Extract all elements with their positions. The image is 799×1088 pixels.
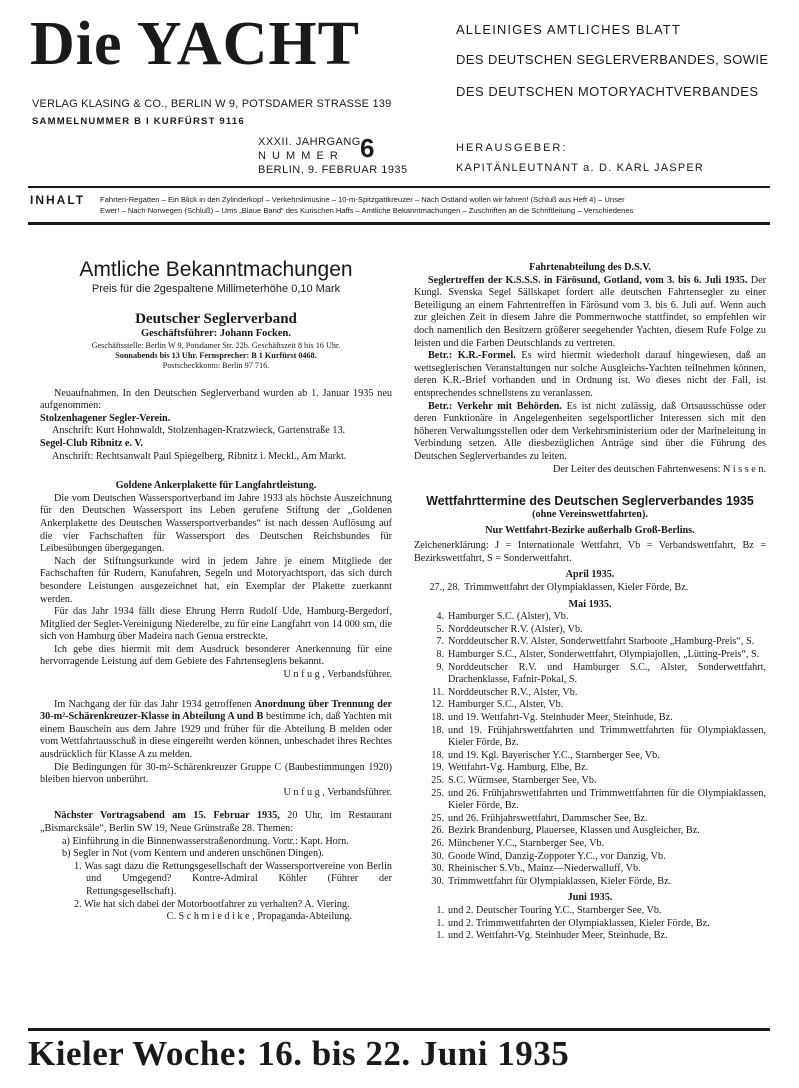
- race-row: [414, 762, 766, 775]
- anker-paragraph-2: Nach der Stiftungsurkunde wird in jedem Jahre je einem Mitgliede der Fachschaften für Rudern, Kanufahren, Segeln und Motoryachtsport, das sich durch besondere Leistungen ausgezeichnet hat, ein Exemplar der Plakette zuerkannt werden.: [40, 555, 392, 605]
- club-2-name: Segel-Club Ribnitz e. V.: [40, 437, 143, 449]
- amtliche-heading: Amtliche Bekanntmachungen: [79, 258, 353, 281]
- race-description: Münchener Y.C., Starnberger See, Vb.: [448, 837, 605, 849]
- race-row: [414, 699, 766, 712]
- editor-name: KAPITÄNLEUTNANT a. D. KARL JASPER: [456, 162, 705, 174]
- race-row: [414, 825, 766, 838]
- race-description: Trimmwettfahrt der Olympiaklassen, Kieler Förde, Bz.: [464, 582, 689, 594]
- issue-number: 6: [360, 133, 375, 163]
- footer-banner: Kieler Woche: 16. bis 22. Juni 1935: [28, 1034, 570, 1073]
- vortrag-rest: 20 Uhr, im Restaurant „Bismarcksäle“, Berlin SW 19, Neue Grünstraße 28. Themen:: [40, 810, 392, 834]
- race-description: und 19. Wettfahrt-Vg. Steinhuder Meer, Steinhude, Bz.: [448, 712, 673, 723]
- official-line-3: DES DEUTSCHEN MOTORYACHTVERBANDES: [456, 84, 759, 99]
- mai-list: [414, 611, 766, 888]
- publisher-line: VERLAG KLASING & CO., BERLIN W 9, POTSDAMER STRASSE 139: [32, 98, 392, 110]
- april-label: April 1935.: [565, 569, 615, 581]
- theme-b-2: 2. Wie hat sich dabei der Motorbootfahrer zu verhalten? A. Viering.: [74, 898, 350, 910]
- race-description: Norddeutscher R.V. und Hamburger S.C., Alster, Sonderwettfahrt, Drachenklasse, Fafnir-Pokal, S.: [448, 661, 766, 686]
- mai-label: Mai 1935.: [568, 598, 612, 610]
- vortrag-bold: Nächster Vortragsabend am 15. Februar 1935,: [54, 810, 280, 822]
- kr-bold: Betr.: K.R.-Formel.: [428, 350, 516, 362]
- juni-label: Juni 1935.: [567, 892, 613, 904]
- anker-paragraph-4: Ich gebe dies hiermit mit dem Ausdruck besonderer Anerkennung für eine hervorragende Leistung auf dem Gebiete des Fahrtenseglens bekannt.: [40, 643, 392, 668]
- race-date: 11.: [431, 686, 444, 698]
- race-row: [414, 930, 766, 943]
- race-row: [414, 838, 766, 851]
- race-description: Hamburger S.C., Alster, Sonderwettfahrt, Olympiajollen, „Lütting-Preis“, S.: [448, 649, 760, 661]
- race-date: 25.: [431, 787, 444, 799]
- race-date: 1.: [436, 930, 444, 942]
- trennung-signature: U n f u g , Verbandsführer.: [283, 786, 392, 798]
- race-date: 18.: [431, 724, 444, 736]
- race-description: Hamburger S.C. (Alster), Vb.: [448, 611, 569, 623]
- race-row: [414, 624, 766, 637]
- theme-signature: C. S c h m i e d i k e , Propaganda-Abteilung.: [166, 911, 352, 923]
- managing-director: Geschäftsführer: Johann Focken.: [140, 328, 291, 339]
- phone-line: SAMMELNUMMER B I KURFÜRST 9116: [32, 116, 245, 127]
- inhalt-label: INHALT: [30, 193, 86, 207]
- vortrag-paragraph: [40, 810, 392, 835]
- race-date: 4.: [436, 611, 444, 623]
- race-row: [414, 918, 766, 931]
- race-row: [414, 788, 766, 813]
- dsv-title: Deutscher Seglerverband: [135, 311, 297, 327]
- club-1-address: Anschrift: Kurt Hohnwaldt, Stolzenhagen-Kratzwieck, Gartenstraße 13.: [52, 425, 346, 437]
- race-description: Norddeutscher R.V. Alster, Sonderwettfahrt Starboote „Hamburg-Preis“, S.: [448, 636, 755, 648]
- volume-label: XXXII. JAHRGANG: [258, 136, 361, 148]
- race-row: [414, 905, 766, 918]
- race-description: Norddeutscher R.V. (Alster), Vb.: [448, 623, 583, 635]
- anker-title: Goldene Ankerplakette für Langfahrtleistung.: [115, 480, 317, 492]
- wettfahrt-subtitle-2: Nur Wettfahrt-Bezirke außerhalb Groß-Berlins.: [485, 524, 695, 536]
- race-row: [414, 725, 766, 750]
- trennung-lead: Im Nachgang der für das Jahr 1934 getroffenen: [54, 698, 255, 710]
- race-description: Goode Wind, Danzig-Zoppoter Y.C., vor Danzig, Vb.: [448, 850, 666, 862]
- race-description: Norddeutscher R.V., Alster, Vb.: [448, 686, 578, 698]
- official-line-1: ALLEINIGES AMTLICHES BLATT: [456, 22, 681, 37]
- race-row: [414, 712, 766, 725]
- kr-rest: Es wird hiermit wiederholt darauf hingewiesen, daß an wettseglerischen Veranstaltungen nur solche Ausgleichs-Yachten teilnehmen können, deren K.R.-Brief vorhanden und in Ordnung ist. Wo dieses nicht der Fall, ist entsprechendes schnellstens zu veranlassen.: [414, 350, 766, 399]
- left-column: [40, 258, 392, 924]
- race-date: 7.: [436, 636, 444, 648]
- race-row: [414, 649, 766, 662]
- treffen-rest: Der Kungl. Svenska Segel Sällskapet fordert alle deutschen Fahrtensegler zu einer Beteiligung an einem Fahrtentreffen in Färösund vom 3. bis 6. Juli auf. Wenn auch zur gleichen Zeit in diesem Jahre die Pommernwoche stattfindet, so empfehlen wir doch namentlich den Besitzern größerer seegehender Yachten, diesem Rufe Folge zu leisten und die Farben Deutschlands zu vertreten.: [414, 274, 766, 349]
- new-members-text: Neuaufnahmen. In den Deutschen Seglerverband wurden ab 1. Januar 1935 neu aufgenommen:: [40, 387, 392, 412]
- race-date: 25.: [431, 774, 444, 786]
- anker-paragraph-1: Die vom Deutschen Wassersportverband im Jahre 1933 als höchste Auszeichnung für den Deutschen Wassersport ins Leben gerufene Stiftung der „Goldenen Ankerplakette des Deutschen Wassersportverbandes“ ist nach dessen Auflösung auf die vier Fachschaften für Wassersport des Deutschen Reichsbundes für Leibesübungen übergegangen.: [40, 492, 392, 555]
- race-description: Bezirk Brandenburg, Plauersee, Klassen und Ausgleicher, Bz.: [448, 825, 700, 837]
- trennung-bold: Anordnung über Trennung der 30-m²-Schärenkreuzer-Klasse in Abteilung A und B: [40, 698, 392, 723]
- inhalt-line-1: Fahrten-Regatten – Ein Blick in den Zylinderkopf – Verkehrslimusine – 10-m-Spitzgattkreuzer – Nach Ostland wollen wir fahren! (Schluß aus Heft 4) – Unser: [100, 195, 625, 204]
- fahrten-title: Fahrtenabteilung des D.S.V.: [529, 262, 651, 273]
- race-date: 26.: [431, 825, 444, 837]
- schaerenkreuzer-note: Die Bedingungen für 30-m²-Schärenkreuzer Gruppe C (Baubestimmungen 1920) bleiben hiervon unberührt.: [40, 761, 392, 786]
- number-label: N U M M E R: [258, 150, 340, 162]
- behoerden-paragraph: [414, 401, 766, 464]
- april-list: [414, 582, 766, 595]
- race-row: [414, 863, 766, 876]
- kr-paragraph: [414, 350, 766, 400]
- race-date: 30.: [431, 850, 444, 862]
- wettfahrt-title: Wettfahrttermine des Deutschen Seglerverbandes 1935: [426, 494, 754, 509]
- treffen-bold: Seglertreffen der K.S.S.S. in Färösund, Gotland, vom 3. bis 6. Juli 1935.: [428, 274, 748, 286]
- race-date: 30.: [431, 875, 444, 887]
- race-date: 8.: [436, 649, 444, 661]
- juni-list: [414, 905, 766, 943]
- divider-footer: [28, 1028, 770, 1031]
- race-description: und 19. Frühjahrswettfahrten und Trimmwettfahrten für Olympiaklassen, Kieler Förde, Bz.: [448, 724, 766, 749]
- race-date: 18.: [431, 749, 444, 761]
- race-description: Rheinischer S.Vb., Mainz—Niederwalluff, Vb.: [448, 863, 641, 875]
- anker-paragraph-3: Für das Jahr 1934 fällt diese Ehrung Herrn Rudolf Ude, Hamburg-Bergedorf, Mitglied der Segler-Vereinigung Niederelbe, zu für eine Langfahrt von 14 000 sm, die sich von Hamburg über Madeira nach Genua erstreckte.: [40, 606, 392, 643]
- race-row: [414, 813, 766, 826]
- race-date: 9.: [436, 661, 444, 673]
- race-row: [414, 775, 766, 788]
- club-1-name: Stolzenhagener Segler-Verein.: [40, 412, 171, 424]
- race-row: [414, 636, 766, 649]
- race-row: [414, 851, 766, 864]
- race-description: S.C. Würmsee, Starnberger See, Vb.: [448, 774, 597, 786]
- race-description: und 2. Trimmwettfahrten der Olympiaklassen, Kieler Förde, Bz.: [448, 917, 710, 929]
- race-date: 27., 28.: [429, 582, 460, 594]
- official-line-2: DES DEUTSCHEN SEGLERVERBANDES, SOWIE: [456, 52, 769, 67]
- race-date: 30.: [431, 863, 444, 875]
- trennung-rest: bestimme ich, daß Yachten mit einem Bauschein aus dem Jahre 1929 und früher für die Abteilung B melden oder vom Wettfahrtausschuß in diese eingereiht werden können, unbeschadet ihres Rechtes ausdrücklich für Klasse A zu melden.: [40, 711, 392, 761]
- race-date: 25.: [431, 812, 444, 824]
- race-description: und 26. Frühjahrswettfahrten und Trimmwettfahrten für die Olympiaklassen, Kieler Förde, Bz.: [448, 787, 766, 812]
- race-row: [414, 687, 766, 700]
- theme-b-1: 1. Was sagt dazu die Rettungsgesellschaft der Wassersportvereine von Berlin und Umgegend? Kontre-Admiral Köhler (Führer der Rettungsgesellschaft).: [74, 860, 392, 897]
- inhalt-line-2: Ewer! – Nach Norwegen (Schluß) – Ums „Blaue Band“ des Kurischen Haffs – Amtliche Bekanntmachungen – Zuschriften an die Schriftleitung – Verschiedenes: [100, 206, 634, 215]
- wettfahrt-subtitle: (ohne Vereinswettfahrten).: [532, 509, 648, 521]
- divider-top: [28, 186, 770, 188]
- postal-account: Postscheckkonto: Berlin 97 716.: [162, 360, 270, 370]
- race-description: und 19. Kgl. Bayerischer Y.C., Starnberger See, Vb.: [448, 749, 660, 761]
- race-description: und 26. Frühjahrswettfahrt, Dammscher See, Bz.: [448, 812, 648, 824]
- masthead-title: Die YACHT: [30, 10, 360, 78]
- office-hours: Sonnabends bis 13 Uhr. Fernsprecher: B 1 Kurfürst 0468.: [115, 350, 317, 360]
- anker-signature: U n f u g , Verbandsführer.: [283, 669, 392, 681]
- race-row: [414, 582, 766, 595]
- race-row: [414, 750, 766, 763]
- club-2-address: Anschrift: Rechtsanwalt Paul Spiegelberg, Ribnitz i. Meckl., Am Markt.: [52, 450, 347, 462]
- divider-inhalt: [28, 222, 770, 225]
- leiter-signature: Der Leiter des deutschen Fahrtenwesens: N i s s e n.: [552, 463, 766, 475]
- theme-a: a) Einführung in die Binnenwasserstraßenordnung. Vortr.: Kapt. Horn.: [62, 835, 349, 847]
- behoerden-rest: Es ist nicht zulässig, daß Ortsausschüsse oder deren Funktionäre in Angelegenheiten segelsportlicher Interessen sich mit den höheren Verwaltungsstellen oder dem Verkehrsministerium oder der Marineleitung in Verbindung setzen. Alle diesbezüglichen Anträge sind über die Führung des Deutschen Seglerverbandes zu leiten.: [414, 400, 766, 462]
- race-description: Trimmwettfahrt für Olympiaklassen, Kieler Förde, Bz.: [448, 875, 672, 887]
- office-address: Geschäftsstelle: Berlin W 9, Potsdamer Str. 22b. Geschäftszeit 8 bis 16 Uhr.: [91, 340, 341, 350]
- race-date: 5.: [436, 623, 444, 635]
- issue-date: BERLIN, 9. FEBRUAR 1935: [258, 164, 408, 176]
- editor-label: HERAUSGEBER:: [456, 142, 568, 154]
- price-note: Preis für die 2gespaltene Millimeterhöhe 0,10 Mark: [91, 283, 341, 295]
- race-date: 18.: [431, 712, 444, 723]
- race-row: [414, 662, 766, 687]
- zeichenerklaerung: Zeichenerklärung: J = Internationale Wettfahrt, Vb = Verbandswettfahrt, Bz = Bezirkswettfahrt, S = Sonderwettfahrt.: [414, 540, 766, 564]
- right-column: [414, 262, 766, 943]
- behoerden-bold: Betr.: Verkehr mit Behörden.: [428, 400, 562, 412]
- race-row: [414, 876, 766, 889]
- race-description: und 2. Wettfahrt-Vg. Steinhuder Meer, Steinhude, Bz.: [448, 930, 668, 942]
- trennung-paragraph: [40, 699, 392, 762]
- race-date: 19.: [431, 762, 444, 774]
- race-description: Wettfahrt-Vg. Hamburg, Elbe, Bz.: [448, 762, 589, 774]
- race-date: 1.: [436, 904, 444, 916]
- race-row: [414, 611, 766, 624]
- race-date: 26.: [431, 837, 444, 849]
- race-description: und 2. Deutscher Touring Y.C., Starnberger See, Vb.: [448, 904, 662, 916]
- theme-b: b) Segler in Not (vom Kentern und anderen unschönen Dingen).: [62, 848, 324, 860]
- race-date: 12.: [431, 699, 444, 711]
- treffen-paragraph: [414, 275, 766, 351]
- race-date: 1.: [436, 917, 444, 929]
- race-description: Hamburger S.C., Alster, Vb.: [448, 699, 564, 711]
